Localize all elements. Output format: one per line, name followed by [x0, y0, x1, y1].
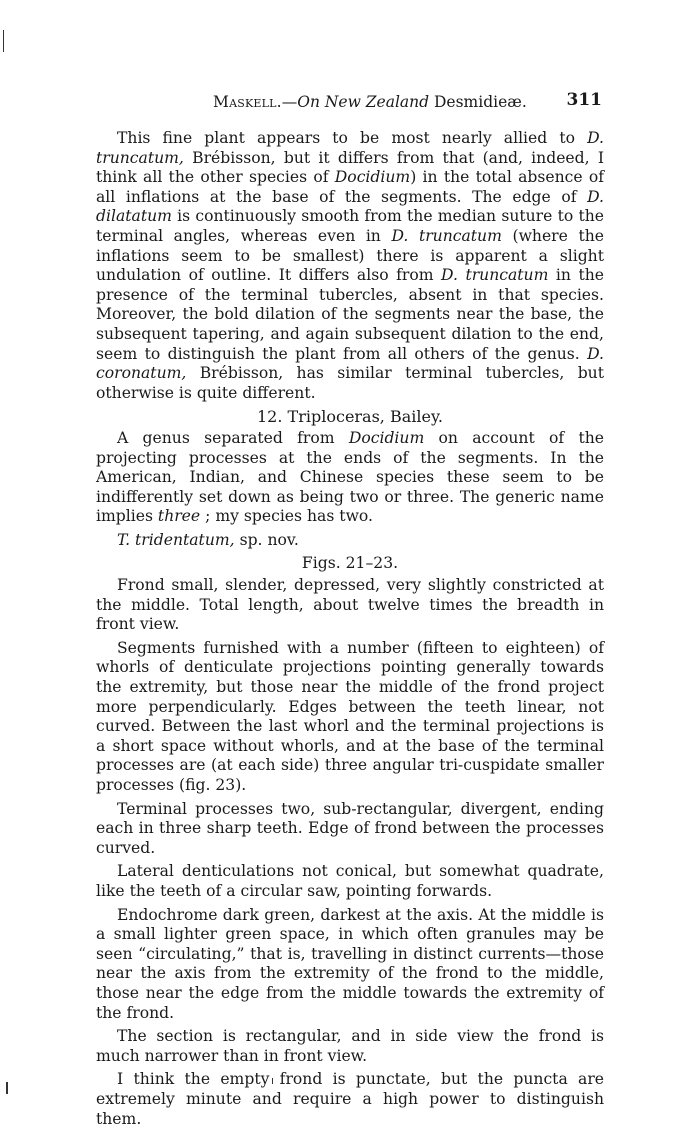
taxon-name: D. dilatatum: [96, 187, 604, 226]
genus-author: Bailey.: [384, 407, 443, 427]
header-author: Maskell.: [213, 93, 282, 111]
text-run: (where the inflations seem to be smallest) there is apparent a slight undulation of outline. It differs also from: [96, 226, 604, 285]
text-run: ; my species has two.: [200, 507, 373, 526]
species-heading: [96, 531, 604, 551]
paragraph-frond: Frond small, slender, depressed, very slightly constricted at the middle. Total length, about twelve times the breadth in front view.: [96, 576, 604, 634]
species-name: T. tridentatum,: [117, 530, 235, 549]
running-header: [118, 90, 602, 115]
text-run: on account of the projecting processes at the ends of the segments. In the American, Indian, and Chinese species these seem to be indifferently set down as being two or three. The generic name implies: [96, 428, 604, 526]
margin-mark-top: [3, 30, 4, 52]
running-title: [213, 93, 527, 111]
text-run: This fine plant appears to be most nearly allied to: [117, 129, 588, 147]
text-run: A genus separated from: [117, 428, 349, 447]
header-title-tail: Desmidieæ.: [429, 93, 527, 111]
paragraph-punctate: I think the empty frond is punctate, but the puncta are extremely minute and require a high power to distinguish them.: [96, 1070, 604, 1128]
taxon-name: Docidium: [348, 428, 425, 447]
margin-mark-bottom: [6, 1082, 8, 1094]
paragraph-lateral-denticulations: Lateral denticulations not conical, but somewhat quadrate, like the teeth of a circular saw, pointing forwards.: [96, 862, 604, 900]
paragraph-genus-description: [96, 429, 604, 527]
figure-reference: Figs. 21–23.: [301, 554, 399, 573]
taxon-name: D. truncatum: [391, 226, 502, 245]
genus-number: 12.: [257, 407, 283, 427]
paragraph-section: The section is rectangular, and in side view the frond is much narrower than in front view.: [96, 1027, 604, 1065]
page-number: 311: [566, 90, 602, 110]
taxon-name: D. truncatum,: [96, 129, 604, 167]
text-run: in the presence of the terminal tubercles, absent in that species. Moreover, the bold dilation of the segments near the base, the subsequent tapering, and again subsequent dilation to the end, seem to distinguish the plant from all others of the genus.: [96, 266, 605, 363]
emphasis: three: [157, 507, 201, 526]
taxon-name: Docidium: [334, 168, 411, 187]
taxon-name: D. coronatum,: [96, 344, 604, 383]
paragraph-endochrome: Endochrome dark green, darkest at the axis. At the middle is a small lighter green space, in which often granules may be seen “circulating,” that is, travelling in distinct currents—those near the axis from the extremity of the frond to the middle, those near the edge from the middle towards the extremity of the frond.: [96, 905, 604, 1022]
text-run: Brébisson, but it differs from that (and, indeed, I think all the other species of: [96, 148, 604, 187]
paragraph-terminal-processes: Terminal processes two, sub-rectangular, divergent, ending each in three sharp teeth. Edge of frond between the processes curved.: [96, 799, 604, 857]
header-dash: —: [281, 93, 298, 111]
text-run: is continuously smooth from the median suture to the terminal angles, whereas even in: [96, 207, 604, 245]
taxon-name: D. truncatum: [441, 266, 549, 285]
header-title-italic: On New Zealand: [297, 93, 430, 111]
paragraph-segments: Segments furnished with a number (fifteen to eighteen) of whorls of denticulate projections pointing generally towards the extremity, but those near the middle of the frond project more perpendicularly. Edges between the teeth linear, not curved. Between the last whorl and the terminal projections is a short space without whorls, and at the base of the terminal processes are (at each side) three angular tri-cuspidate smaller processes (fig. 23).: [96, 638, 604, 794]
paragraph-docidium-comparison: [96, 129, 604, 403]
article-body: [96, 129, 604, 1133]
text-run: Brébisson, has similar terminal tubercles, but otherwise is quite different.: [96, 364, 604, 402]
text-run: ) in the total absence of all inflations at the base of the segments. The edge of: [96, 168, 604, 206]
genus-heading: [96, 407, 604, 427]
genus-name: Triploceras,: [287, 407, 385, 427]
species-tail: sp. nov.: [234, 530, 299, 549]
